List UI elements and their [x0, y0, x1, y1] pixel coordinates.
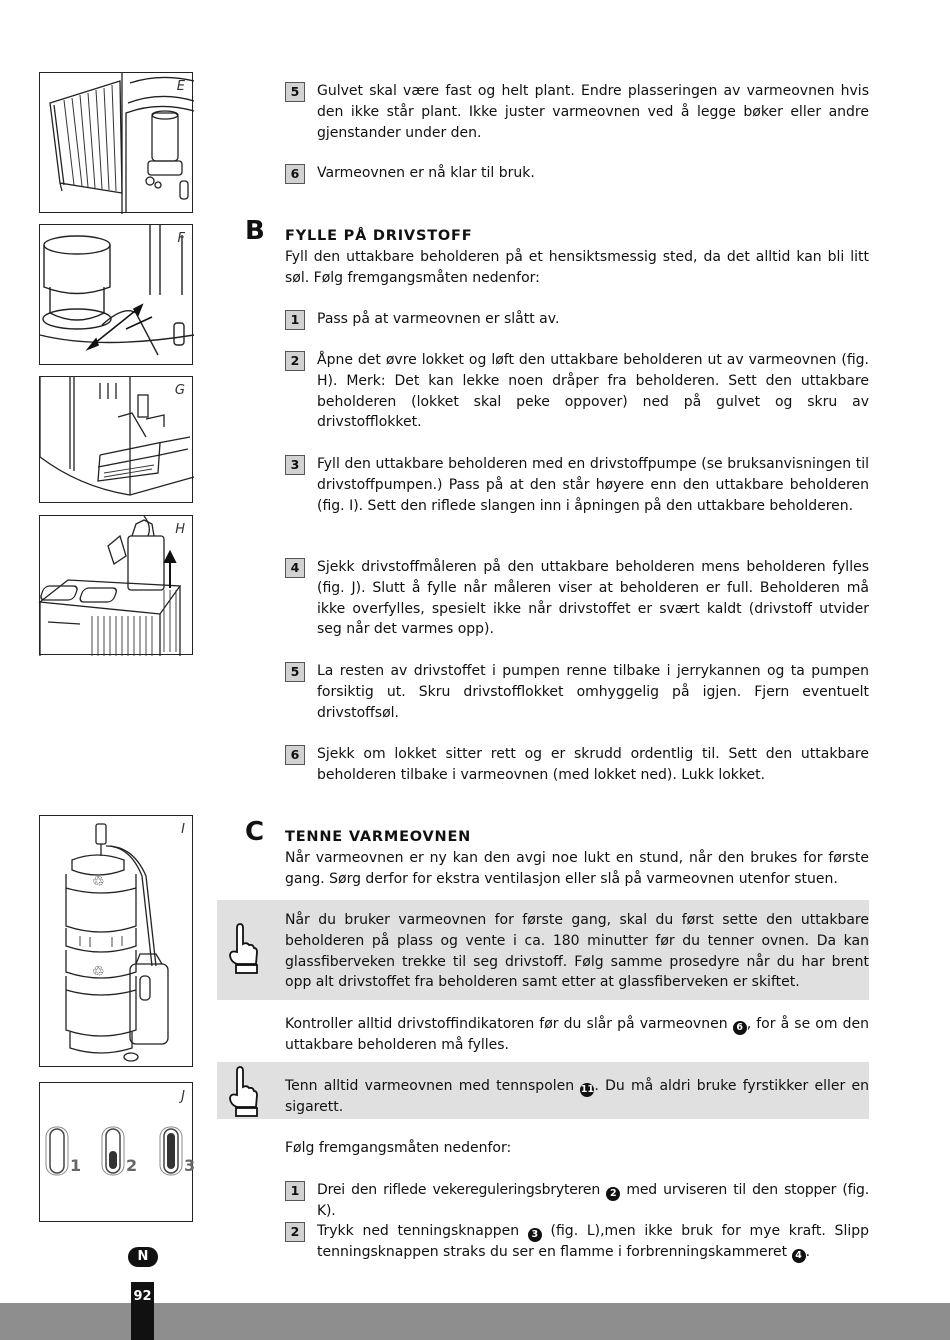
note2-text-a: Tenn alltid varmeovnen med tennspolen: [285, 1078, 581, 1094]
check-text-a: Kontroller alltid drivstoffindikatoren før du slår på varmeovnen: [285, 1016, 733, 1032]
step2-text-a: Trykk ned tenningsknappen: [317, 1223, 528, 1239]
step-text: Pass på at varmeovnen er slått av.: [317, 311, 560, 327]
pointing-hand-icon: [225, 1065, 259, 1117]
note-box-first-use: [217, 900, 869, 1000]
component-ref: 2: [606, 1187, 620, 1201]
figure-j: [39, 1082, 196, 1222]
step-number: 6: [285, 745, 305, 765]
svg-text:♲: ♲: [92, 874, 105, 890]
fuel-gauge-1: [46, 1127, 81, 1175]
step-number: 5: [285, 662, 305, 682]
step2-text-b: (fig. L),men ikke bruk for mye kraft. Slipp tenningsknappen straks du ser en flamme i forbrenningskammeret: [317, 1223, 869, 1260]
section-c-title: TENNE VARMEOVNEN: [285, 829, 472, 845]
figure-i-drawing: [40, 816, 194, 1068]
step-number: 3: [285, 455, 305, 475]
section-b-letter: B: [245, 216, 265, 246]
figure-label: E: [176, 79, 185, 94]
note-box-ignition: [217, 1062, 869, 1119]
note-text: [285, 1076, 869, 1118]
component-ref: 6: [733, 1021, 747, 1035]
gauge-label: 3: [184, 1156, 196, 1175]
check-text-b: , for å se om den uttakbare beholderen må fylles.: [285, 1016, 869, 1053]
step-text: Sjekk om lokket sitter rett og er skrudd ordentlig til. Sett den uttakbare beholderen tilbake i varmeovnen (med lokket ned). Lukk lokket.: [317, 746, 869, 783]
step-number: 4: [285, 558, 305, 578]
figure-j-drawing: [40, 1083, 194, 1223]
step-number: 1: [285, 1181, 305, 1201]
section-c-intro: Når varmeovnen er ny kan den avgi noe lukt en stund, når den brukes for første gang. Sørg derfor for ekstra ventilasjon eller slå på varmeovnen utenfor stuen.: [285, 850, 869, 887]
step-text: [317, 1221, 869, 1263]
section-b-title: FYLLE PÅ DRIVSTOFF: [285, 228, 473, 244]
step-text: La resten av drivstoffet i pumpen renne tilbake i jerrykannen og ta pumpen forsiktig ut. Skru drivstofflokket omhyggelig på igjen. Fjern eventuelt drivstoffsøl.: [317, 663, 869, 721]
component-ref: 3: [528, 1228, 542, 1242]
figure-label: H: [175, 522, 185, 537]
note2-text-b: . Du må aldri bruke fyrstikker eller en sigarett.: [285, 1078, 869, 1115]
gauge-label: 1: [70, 1156, 82, 1175]
follow-procedure-text: Følg fremgangsmåten nedenfor:: [285, 1140, 512, 1156]
figure-f-drawing: [40, 225, 194, 366]
fuel-gauge-3: [160, 1127, 195, 1175]
page-number: 92: [133, 1289, 152, 1304]
step1-text-b: med urviseren til den stopper (fig. K).: [317, 1182, 869, 1219]
figure-label: G: [174, 383, 185, 398]
figure-label: F: [177, 231, 185, 246]
figure-g: [39, 376, 193, 503]
component-ref: 4: [792, 1249, 806, 1263]
step-text: Sjekk drivstoffmåleren på den uttakbare beholderen mens beholderen fylles (fig. J). Slutt å fylle når måleren viser at beholderen er full. Beholderen må ikke overfylles, spesielt ikke når drivstoffet er svært kaldt (drivstoff utvider seg når det varmes opp).: [317, 559, 869, 638]
figure-g-drawing: [40, 377, 194, 504]
step-text: Varmeovnen er nå klar til bruk.: [317, 165, 535, 181]
figure-e: [39, 72, 193, 213]
figure-i: [39, 815, 193, 1067]
step-number: 6: [285, 164, 305, 184]
step-number: 1: [285, 310, 305, 330]
step-text: Fyll den uttakbare beholderen med en drivstoffpumpe (se bruksanvisningen til drivstoffpumpen.) Pass på at den står høyere enn den uttakbare beholderen (fig. I). Sett den riflede slangen inn i åpningen på den uttakbare beholderen.: [317, 456, 869, 514]
step-text: [317, 1180, 869, 1222]
language-badge: N: [128, 1247, 158, 1267]
section-b-intro: Fyll den uttakbare beholderen på et hensiktsmessig sted, da det alltid kan bli litt søl. Følg fremgangsmåten nedenfor:: [285, 249, 869, 286]
step-text: Åpne det øvre lokket og løft den uttakbare beholderen ut av varmeovnen (fig. H). Merk: Det kan lekke noen dråper fra beholderen. Sett den uttakbare beholderen (lokket skal peke oppover) ned på gulvet og skru av drivstofflokket.: [317, 352, 869, 431]
figure-e-drawing: [40, 73, 194, 214]
component-ref: 11: [580, 1084, 594, 1095]
step1-text-a: Drei den riflede vekereguleringsbryteren: [317, 1182, 607, 1198]
fuel-gauge-2: [102, 1127, 137, 1175]
section-c-letter: C: [245, 817, 265, 847]
pointing-hand-icon: [225, 922, 259, 974]
figure-label: J: [181, 1089, 185, 1104]
check-indicator-text: [285, 1014, 869, 1056]
figure-label: I: [181, 822, 185, 837]
step-number: 5: [285, 82, 305, 102]
step2-text-c: .: [805, 1244, 811, 1260]
figure-f: [39, 224, 193, 365]
figure-h: [39, 515, 193, 655]
svg-text:♲: ♲: [92, 964, 105, 980]
figure-h-drawing: [40, 516, 194, 656]
step-number: 2: [285, 351, 305, 371]
gauge-label: 2: [126, 1156, 138, 1175]
note-text: Når du bruker varmeovnen for første gang, skal du først sette den uttakbare beholderen på plass og vente i ca. 180 minutter før du tenner ovnen. Da kan glassfiberveken trekke til seg drivstoff. Følg samme prosedyre når du har brent opp alt drivstoffet fra beholderen samt etter at glassfiberveken er skiftet.: [285, 912, 869, 991]
step-number: 2: [285, 1222, 305, 1242]
step-text: Gulvet skal være fast og helt plant. Endre plasseringen av varmeovnen hvis den ikke står plant. Ikke juster varmeovnen ved å legge bøker eller andre gjenstander under den.: [317, 83, 869, 141]
